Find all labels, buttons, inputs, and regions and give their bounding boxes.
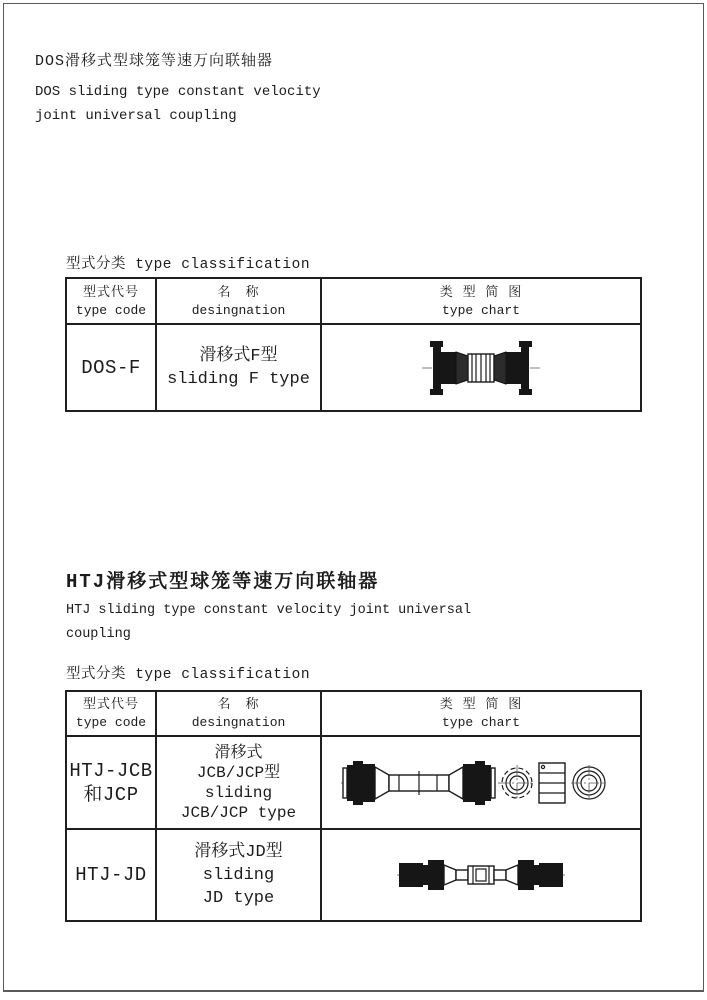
htj-col-header-type-chart [321,691,641,736]
header-zh-label: 型式代号 [82,697,139,712]
header-en-label: type code [75,715,147,730]
dos-heading-en-line1: DOS sliding type constant velocity [35,84,321,100]
designation-line: sliding [204,783,273,802]
table-row-htj-jd [66,829,641,921]
table-row-htj-jcb-jcp [66,736,641,829]
dos-table-header-row [66,278,641,324]
flange-end-view-circle [499,765,535,801]
dos-col-header-designation [156,278,321,324]
htj-table-caption: 型式分类 type classification [66,667,311,683]
designation-cell [156,736,321,829]
designation-cell [156,324,321,411]
designation-line: 滑移式F型 [199,346,278,366]
header-en-label: type chart [441,302,520,318]
designation-line: JCB/JCP type [180,803,297,822]
dos-section-heading [35,50,321,128]
designation-line: JCB/JCP型 [196,763,281,782]
type-code-cell [66,324,156,411]
type-code-cell [66,829,156,921]
dos-col-header-type-chart [321,278,641,324]
header-zh-label: 类 型 简 图 [439,284,523,300]
htj-section-heading [66,570,471,647]
designation-line: 滑移式JD型 [194,842,283,862]
dos-heading-en-line2: joint universal coupling [35,108,237,124]
header-zh-label: 名 称 [217,284,260,300]
htj-heading-en-line2: coupling [66,627,131,642]
header-en-label: desingnation [191,302,286,318]
htj-col-header-type-code [66,691,156,736]
designation-line: sliding [202,865,275,885]
ring-end-view-circle [571,765,607,801]
header-en-label: desingnation [191,715,286,730]
type-chart-cell [321,736,641,829]
header-en-label: type code [75,302,147,318]
type-code-text: HTJ-JD [75,864,147,886]
type-code-text: HTJ-JCB [69,759,153,782]
htj-heading-en-line1: HTJ sliding type constant velocity joint universal [66,603,472,618]
htj-jcb-jcp-coupling-drawing [341,755,621,811]
dos-table-caption: 型式分类 type classification [66,257,311,273]
type-code-text: 和JCP [83,783,139,806]
dos-type-classification-table [65,277,642,412]
htj-heading-zh: HTJ滑移式型球笼等速万向联轴器 [66,571,380,593]
dos-f-coupling-drawing [420,339,542,397]
center-coupler [468,866,494,884]
sleeve-side-view-block [539,763,565,803]
header-en-label: type chart [441,715,520,730]
designation-cell [156,829,321,921]
htj-jd-coupling-drawing [397,856,565,894]
designation-line: sliding F type [167,369,310,389]
type-chart-cell [321,324,641,411]
table-row-dos-f [66,324,641,411]
header-zh-label: 名 称 [217,697,260,712]
dos-col-header-type-code [66,278,156,324]
type-code-cell [66,736,156,829]
designation-line: 滑移式 [214,743,263,762]
type-code-text: DOS-F [81,356,141,379]
htj-col-header-designation [156,691,321,736]
htj-type-classification-table [65,690,642,922]
header-zh-label: 类 型 简 图 [439,697,523,712]
header-zh-label: 型式代号 [82,284,139,300]
htj-table-header-row [66,691,641,736]
designation-line: JD type [202,888,275,908]
dos-heading-zh: DOS滑移式型球笼等速万向联轴器 [35,53,274,70]
type-chart-cell [321,829,641,921]
